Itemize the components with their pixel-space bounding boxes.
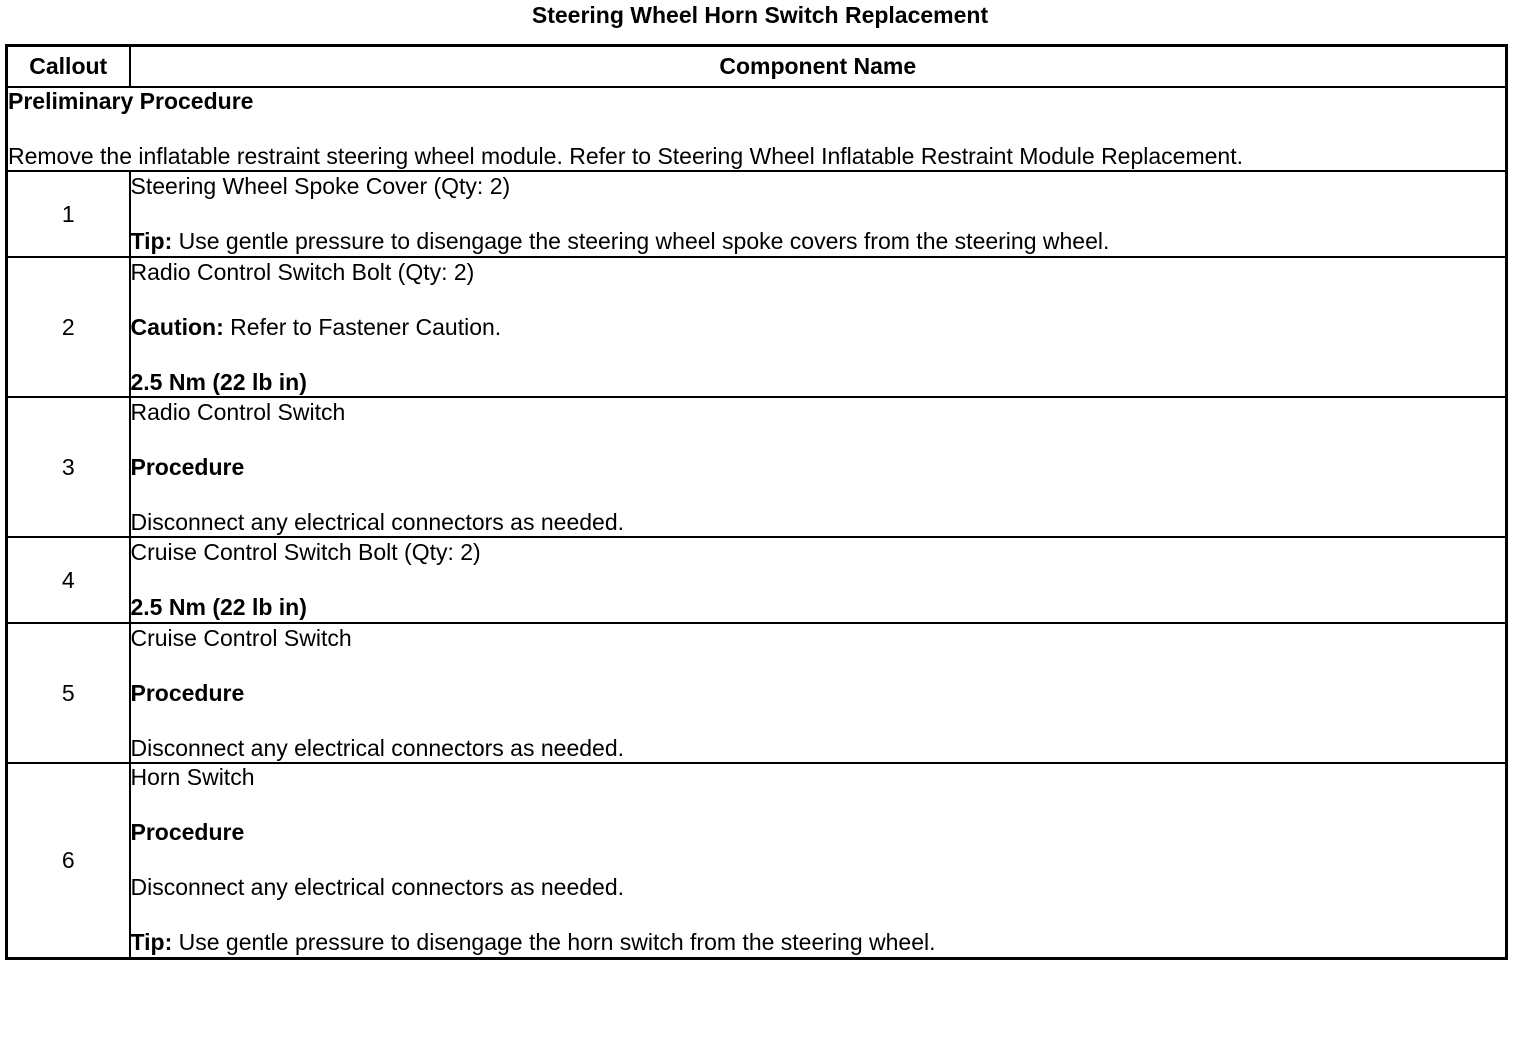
tip-label: Tip: xyxy=(130,929,173,956)
callout-number: 2 xyxy=(7,257,130,397)
procedure-table xyxy=(5,44,1508,960)
table-row xyxy=(7,623,1507,763)
tip-text: Use gentle pressure to disengage the horn switch from the steering wheel. xyxy=(172,929,936,956)
table-row xyxy=(7,257,1507,397)
component-name: Cruise Control Switch Bolt (Qty: 2) xyxy=(130,539,481,565)
component-cell xyxy=(130,623,1507,763)
caution-label: Caution: xyxy=(130,313,224,340)
tip-text: Use gentle pressure to disengage the steering wheel spoke covers from the steering wheel. xyxy=(172,228,1110,254)
table-row xyxy=(7,171,1507,257)
table-row xyxy=(7,763,1507,958)
callout-number: 6 xyxy=(7,763,130,958)
page-title: Steering Wheel Horn Switch Replacement xyxy=(531,2,989,28)
preliminary-procedure-row xyxy=(7,87,1507,171)
caution-text: Refer to Fastener Caution. xyxy=(223,313,502,340)
procedure-text: Disconnect any electrical connectors as needed. xyxy=(130,874,625,901)
preliminary-procedure-heading: Preliminary Procedure xyxy=(8,88,254,114)
component-cell xyxy=(130,171,1507,257)
component-cell xyxy=(130,397,1507,537)
tip-note xyxy=(131,228,1506,255)
preliminary-procedure-text: Remove the inflatable restraint steering wheel module. Refer to Steering Wheel Inflatable Restraint Module Replacement. xyxy=(8,143,1243,169)
tip-label: Tip: xyxy=(130,228,173,254)
component-cell xyxy=(130,257,1507,397)
table-row xyxy=(7,397,1507,537)
caution-note xyxy=(131,314,1506,341)
preliminary-procedure-cell xyxy=(7,87,1507,171)
component-cell xyxy=(130,537,1507,623)
column-header-component-name: Component Name xyxy=(130,46,1507,88)
callout-number: 4 xyxy=(7,537,130,623)
procedure-text: Disconnect any electrical connectors as needed. xyxy=(130,734,625,761)
component-name: Horn Switch xyxy=(130,764,255,791)
component-name: Steering Wheel Spoke Cover (Qty: 2) xyxy=(130,173,511,199)
procedure-text: Disconnect any electrical connectors as needed. xyxy=(130,508,625,535)
component-name: Cruise Control Switch xyxy=(130,624,352,651)
table-row xyxy=(7,537,1507,623)
component-name: Radio Control Switch xyxy=(130,398,346,425)
callout-number: 5 xyxy=(7,623,130,763)
torque-spec: 2.5 Nm (22 lb in) xyxy=(130,594,307,620)
table-header-row xyxy=(7,46,1507,88)
procedure-heading: Procedure xyxy=(130,679,245,706)
callout-number: 1 xyxy=(7,171,130,257)
component-name: Radio Control Switch Bolt (Qty: 2) xyxy=(130,258,475,285)
procedure-heading: Procedure xyxy=(130,819,245,846)
procedure-heading: Procedure xyxy=(130,453,245,480)
callout-number: 3 xyxy=(7,397,130,537)
torque-spec: 2.5 Nm (22 lb in) xyxy=(130,368,307,395)
tip-note xyxy=(131,929,1506,956)
column-header-callout: Callout xyxy=(7,46,130,88)
component-cell xyxy=(130,763,1507,958)
